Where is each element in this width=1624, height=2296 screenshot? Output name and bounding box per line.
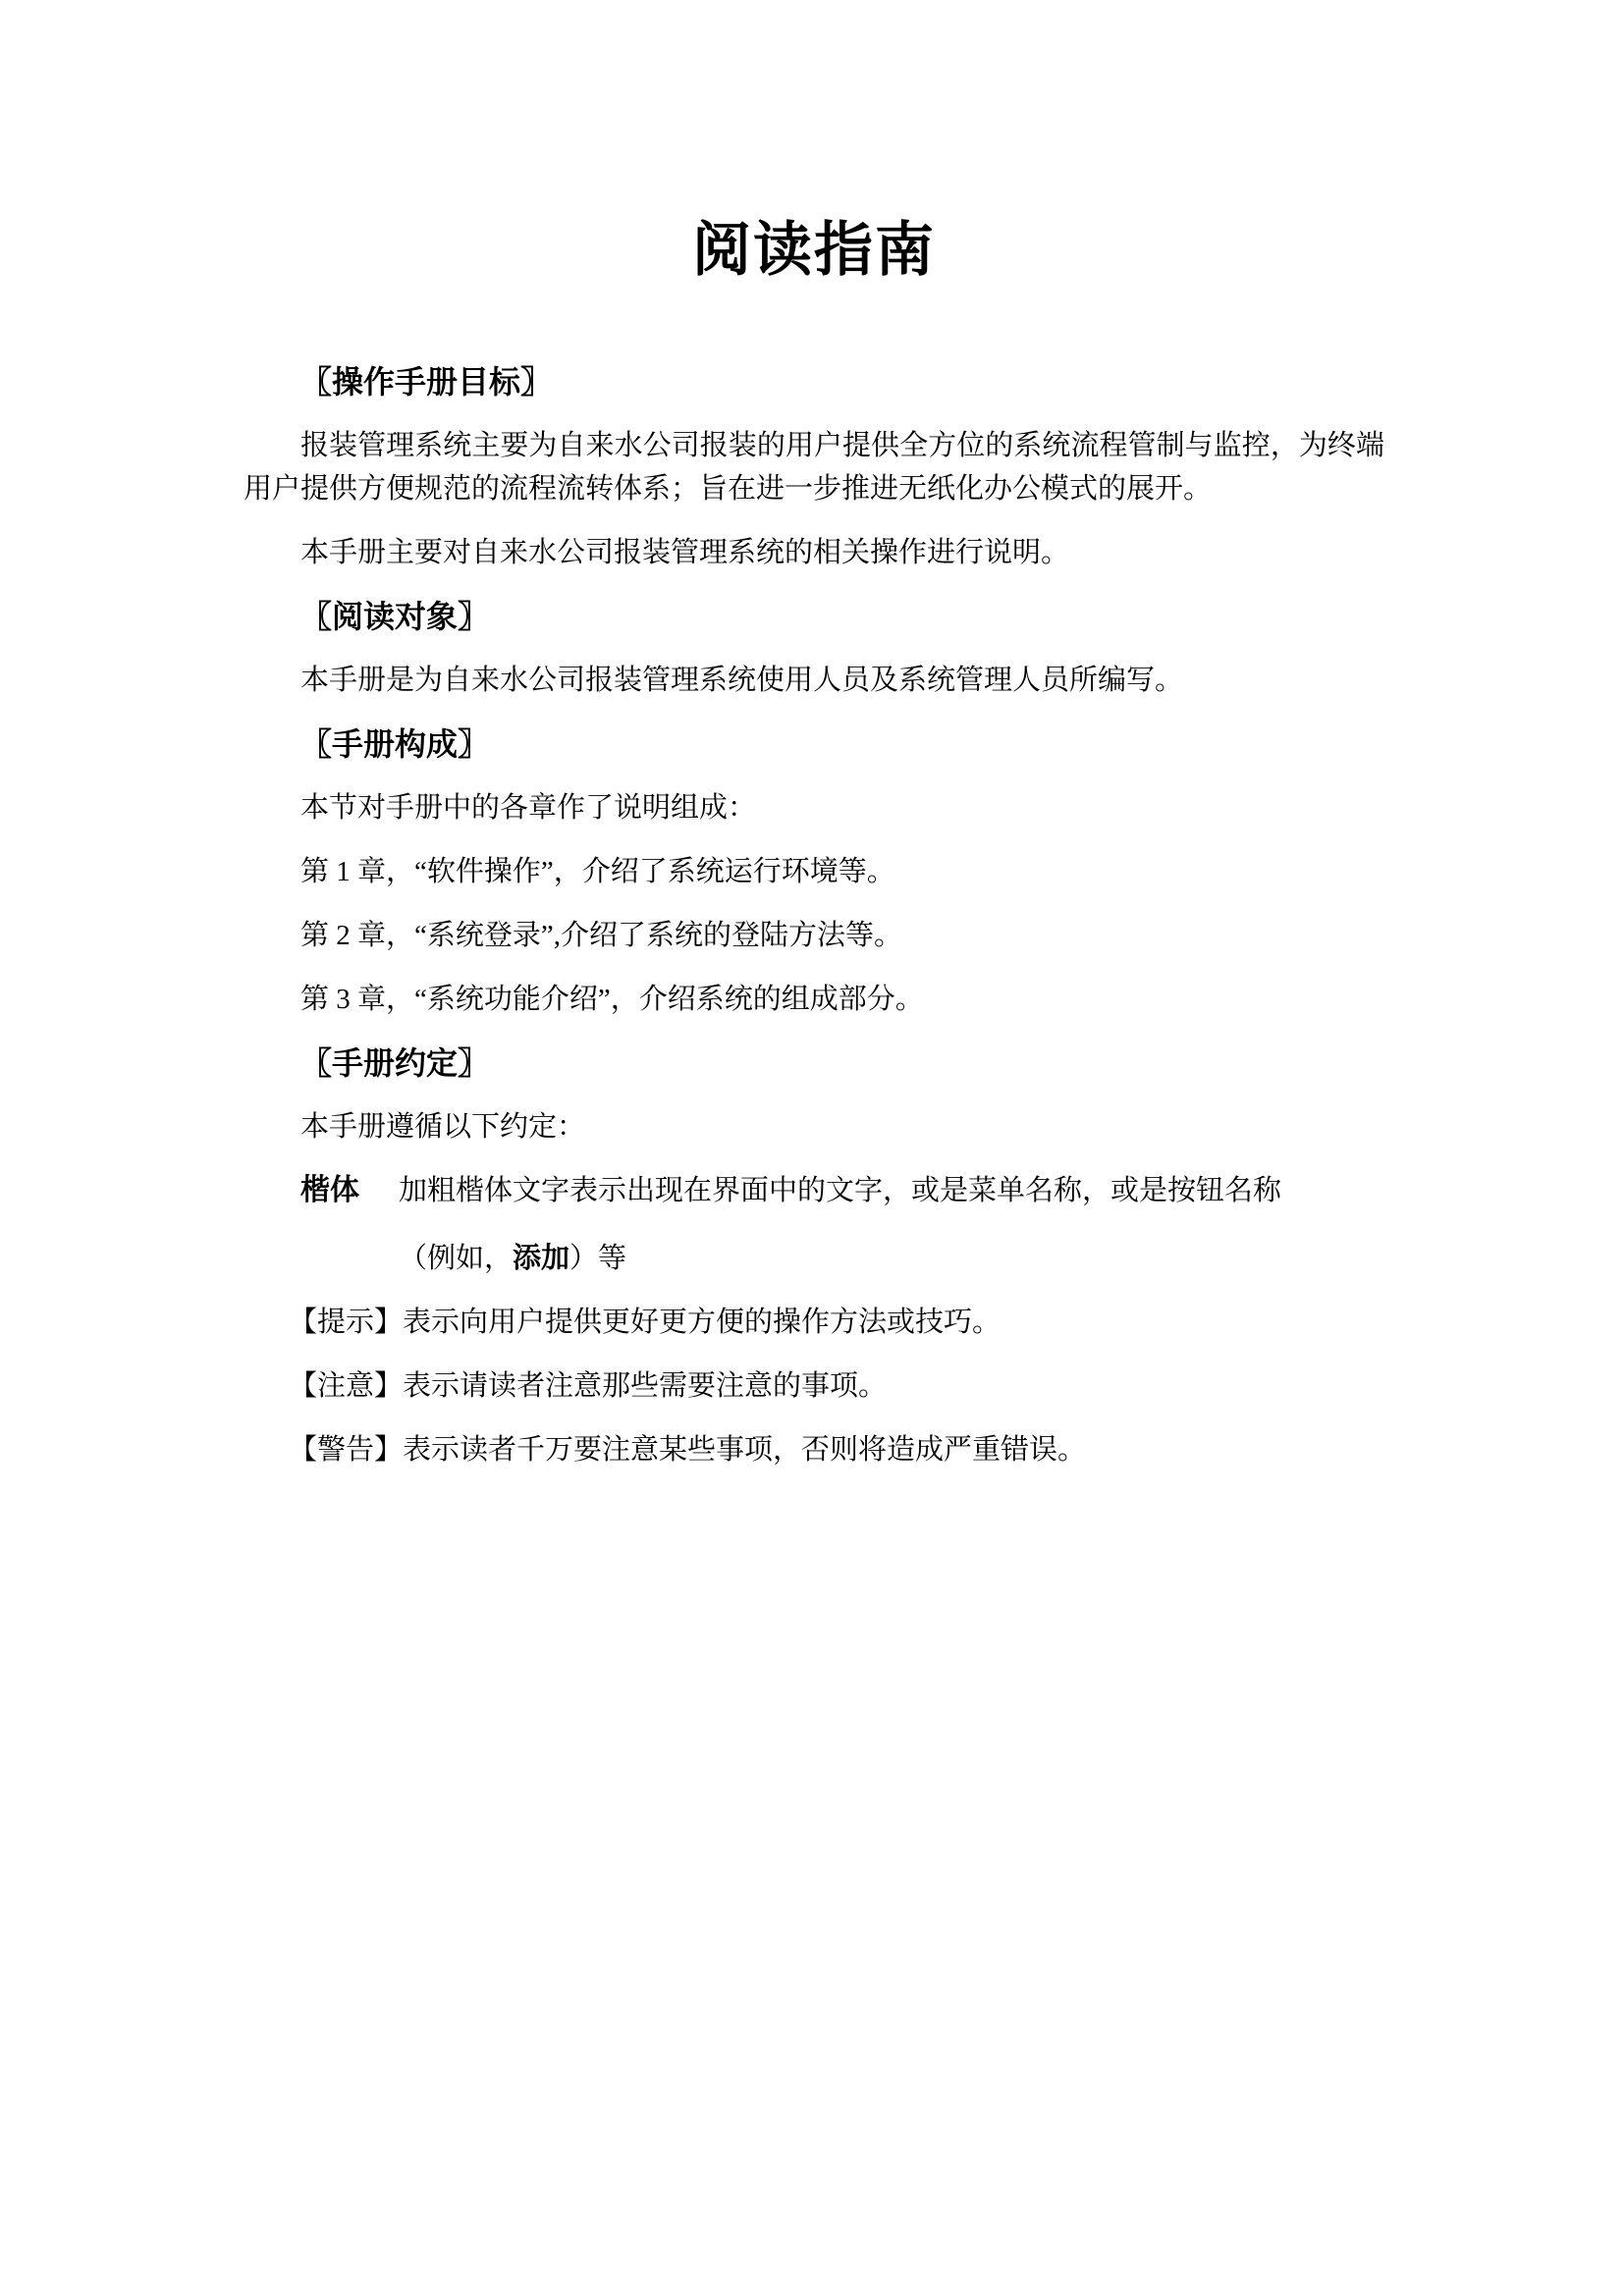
note-tip: 【提示】表示向用户提供更好更方便的操作方法或技巧。	[289, 1307, 1001, 1338]
chapter-line-3: 第 3 章，“系统功能介绍”，介绍系统的组成部分。	[300, 984, 924, 1015]
heading-audience: 〖阅读对象〗	[300, 599, 490, 634]
paragraph-manual-goal-2: 本手册主要对自来水公司报装管理系统的相关操作进行说明。	[300, 537, 1070, 568]
paragraph-conventions-intro: 本手册遵循以下约定：	[300, 1111, 586, 1143]
paragraph-audience: 本手册是为自来水公司报装管理系统使用人员及系统管理人员所编写。	[300, 665, 1184, 696]
convention-term-label: 楷体	[300, 1174, 359, 1206]
convention-example-suffix: ）等	[569, 1243, 627, 1274]
convention-example-keyword: 添加	[513, 1243, 570, 1274]
note-warning: 【警告】表示读者千万要注意某些事项，否则将造成严重错误。	[289, 1434, 1087, 1466]
convention-example-prefix: （例如，	[399, 1243, 514, 1274]
note-caution: 【注意】表示请读者注意那些需要注意的事项。	[289, 1370, 888, 1402]
paragraph-structure-intro: 本节对手册中的各章作了说明组成：	[300, 792, 757, 824]
convention-term-description	[399, 1169, 1281, 1280]
paragraph-manual-goal-1: 报装管理系统主要为自来水公司报装的用户提供全方位的系统流程管制与监控，为终端用户提供方便规范的流程流转体系；旨在进一步推进无纸化办公模式的展开。	[244, 430, 1384, 505]
chapter-line-1: 第 1 章，“软件操作”，介绍了系统运行环境等。	[300, 856, 895, 887]
page-title: 阅读指南	[692, 218, 936, 283]
convention-term-text: 加粗楷体文字表示出现在界面中的文字，或是菜单名称，或是按钮名称	[399, 1175, 1282, 1206]
convention-example-line	[399, 1237, 1281, 1280]
heading-structure: 〖手册构成〗	[300, 726, 490, 762]
heading-conventions: 〖手册约定〗	[300, 1045, 490, 1081]
chapter-line-2: 第 2 章，“系统登录”,介绍了系统的登陆方法等。	[300, 920, 902, 951]
convention-term-row	[300, 1169, 1384, 1280]
heading-manual-goal: 〖操作手册目标〗	[300, 364, 553, 400]
